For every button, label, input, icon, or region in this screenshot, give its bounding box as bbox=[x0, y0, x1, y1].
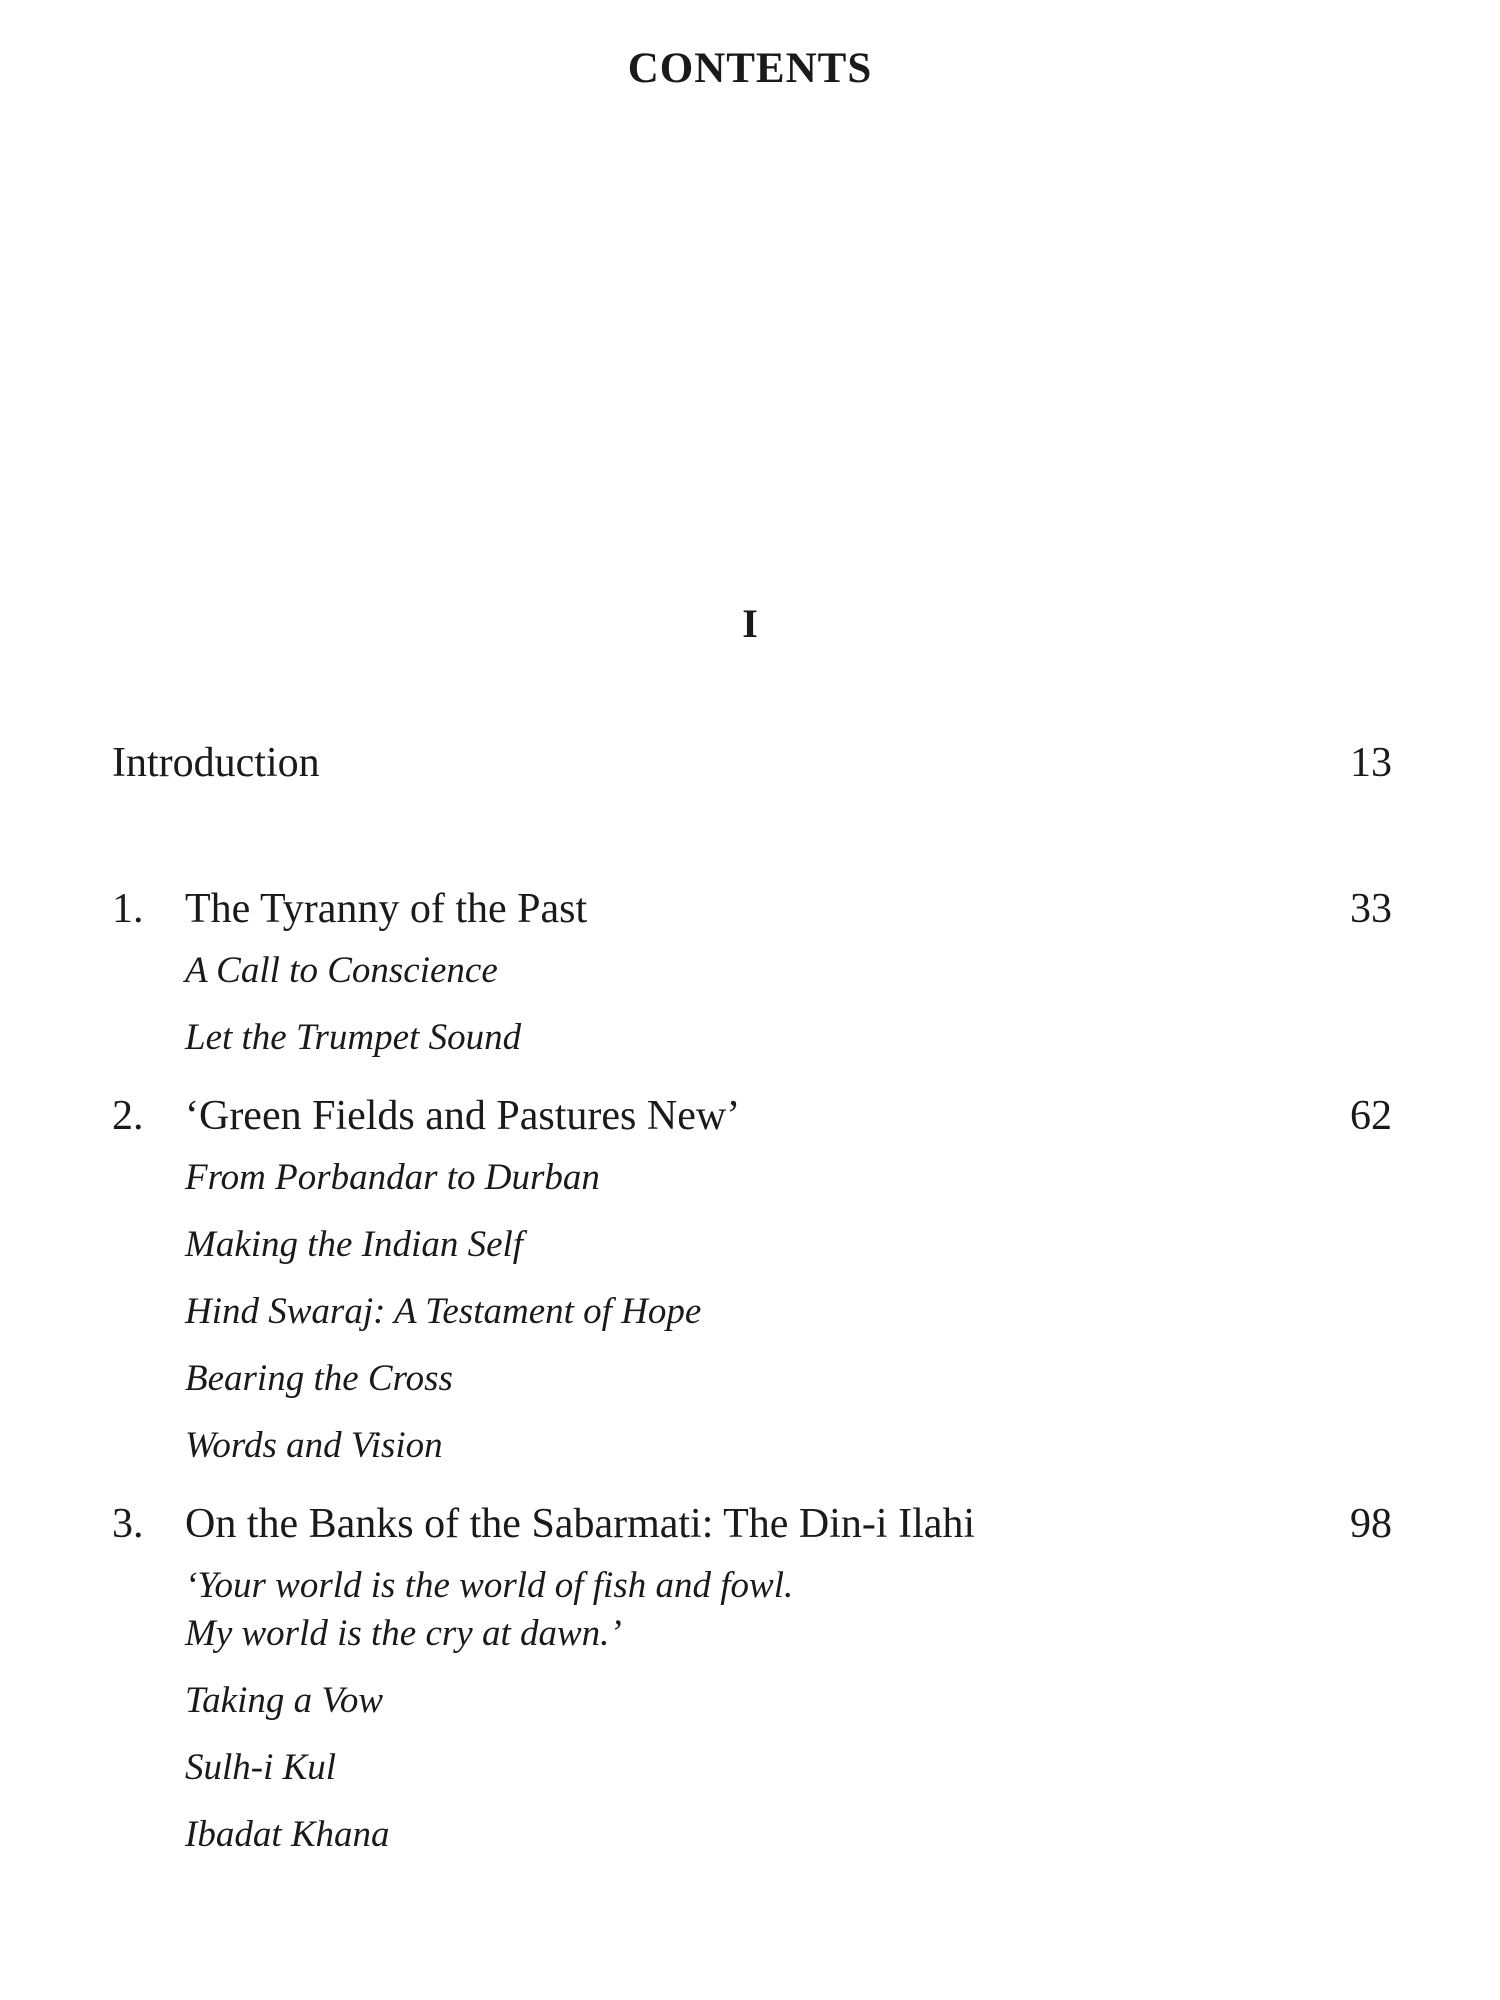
entry-title: Introduction bbox=[112, 740, 320, 786]
chapter-page-number: 98 bbox=[1350, 1501, 1392, 1547]
entry-row bbox=[112, 733, 1392, 793]
section-title: Ibadat Khana bbox=[185, 1814, 390, 1855]
chapter-number: 1. bbox=[112, 886, 144, 932]
section-title: Let the Trumpet Sound bbox=[185, 1017, 522, 1058]
toc-chapter-1 bbox=[112, 879, 1392, 1062]
chapter-page-number: 62 bbox=[1350, 1093, 1392, 1139]
section-title: Sulh-i Kul bbox=[185, 1747, 337, 1788]
section-title: Taking a Vow bbox=[185, 1680, 384, 1721]
toc-entry-introduction bbox=[112, 733, 1392, 879]
chapter-title: The Tyranny of the Past bbox=[185, 886, 588, 932]
chapter-number: 3. bbox=[112, 1501, 144, 1547]
epigraph bbox=[185, 1562, 1392, 1658]
section-title: A Call to Conscience bbox=[185, 950, 498, 991]
chapter-title: ‘Green Fields and Pastures New’ bbox=[185, 1093, 741, 1139]
section-title: Bearing the Cross bbox=[185, 1358, 453, 1399]
section-title: Making the Indian Self bbox=[185, 1224, 524, 1265]
part-numeral: I bbox=[742, 601, 758, 646]
section-title: Words and Vision bbox=[185, 1425, 443, 1466]
table-of-contents bbox=[112, 733, 1392, 1883]
section-list bbox=[185, 1154, 1392, 1470]
chapter-page-number: 33 bbox=[1350, 886, 1392, 932]
section-title: From Porbandar to Durban bbox=[185, 1157, 600, 1198]
toc-chapter-3 bbox=[112, 1494, 1392, 1859]
toc-chapter-2 bbox=[112, 1086, 1392, 1470]
section-title: Hind Swaraj: A Testament of Hope bbox=[185, 1291, 702, 1332]
entry-page-number: 13 bbox=[1350, 740, 1392, 786]
epigraph-line: My world is the cry at dawn.’ bbox=[185, 1613, 622, 1654]
epigraph-line: ‘Your world is the world of fish and fowl. bbox=[185, 1565, 794, 1606]
chapter-row bbox=[112, 879, 1392, 939]
chapter-title: On the Banks of the Sabarmati: The Din-i Ilahi bbox=[185, 1501, 976, 1547]
section-list bbox=[185, 947, 1392, 1062]
chapter-row bbox=[112, 1086, 1392, 1146]
chapter-number: 2. bbox=[112, 1093, 144, 1139]
section-list bbox=[185, 1562, 1392, 1859]
page-title: CONTENTS bbox=[627, 45, 873, 92]
chapter-row bbox=[112, 1494, 1392, 1554]
